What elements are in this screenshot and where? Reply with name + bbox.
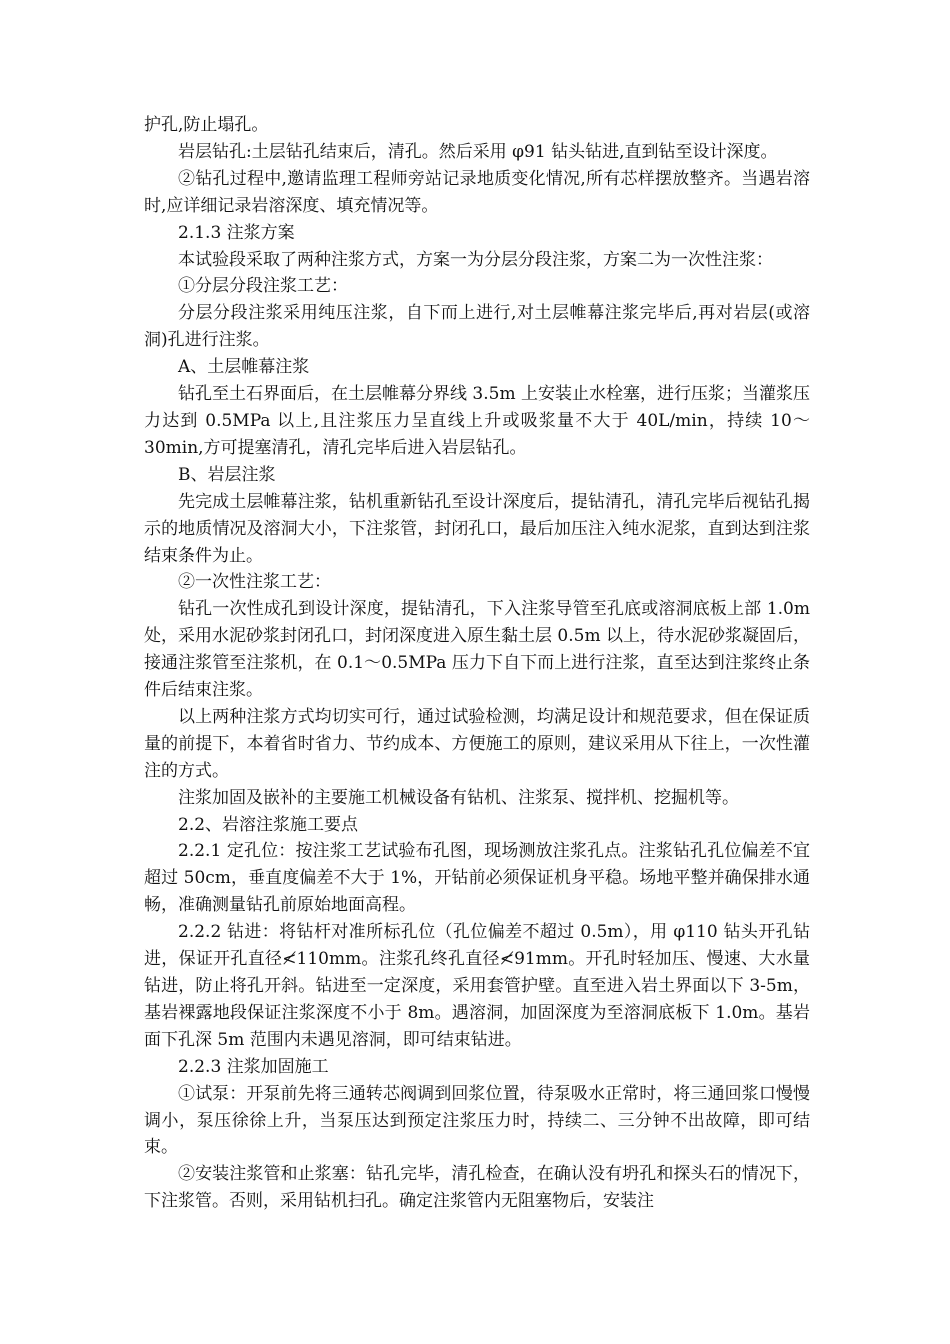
section-heading-2-2-3: 2.2.3 注浆加固施工 [178,1056,329,1077]
paragraph-pump-test: ①试泵：开泵前先将三通转芯阀调到回浆位置，待泵吸水正常时，将三通回浆口慢慢调小，泵压徐徐上升，当泵压达到预定注浆压力时，持续二、三分钟不出故障，即可结束。 [144,1083,810,1158]
section-heading-2-1-3: 2.1.3 注浆方案 [178,222,295,243]
subheading-soil-curtain: A、土层帷幕注浆 [178,357,310,378]
paragraph-recommendation: 以上两种注浆方式均切实可行，通过试验检测，均满足设计和规范要求，但在保证质量的前提下，本着省时省力、节约成本、方便施工的原则，建议采用从下往上，一次性灌注的方式。 [144,706,810,781]
paragraph-rock-drilling: 岩层钻孔:土层钻孔结束后，清孔。然后采用 φ91 钻头钻进,直到钻至设计深度。 [178,141,778,162]
paragraph-grouting-methods: 本试验段采取了两种注浆方式，方案一为分层分段注浆，方案二为一次性注浆： [178,249,773,270]
paragraph-one-time-grouting: 钻孔一次性成孔到设计深度，提钻清孔，下入注浆导管至孔底或溶洞底板上部 1.0m 处，采用水泥砂浆封闭孔口，封闭深度进入原生黏土层 0.5m 以上，待水泥砂浆凝固后，接通注浆管至注浆机，在 0.1～0.5MPa 压力下自下而上进行注浆，直至达到注浆终止条件后结束注浆。 [144,599,810,701]
paragraph-drilling-process: ②钻孔过程中,邀请监理工程师旁站记录地质变化情况,所有芯样摆放整齐。当遇岩溶时,应详细记录岩溶深度、填充情况等。 [144,168,810,216]
section-heading-2-2: 2.2、岩溶注浆施工要点 [178,814,359,835]
paragraph-equipment: 注浆加固及嵌补的主要施工机械设备有钻机、注浆泵、搅拌机、挖掘机等。 [178,787,739,808]
paragraph-soil-curtain: 钻孔至土石界面后，在土层帷幕分界线 3.5m 上安装止水栓塞，进行压浆；当灌浆压力达到 0.5MPa 以上,且注浆压力呈直线上升或吸浆量不大于 40L/min，持续 10～30min,方可提塞清孔，清孔完毕后进入岩层钻孔。 [144,384,810,458]
paragraph-2-2-2: 2.2.2 钻进：将钻杆对准所标孔位（孔位偏差不超过 0.5m），用 φ110 钻头开孔钻进，保证开孔直径≮110mm。注浆孔终孔直径≮91mm。开孔时轻加压、慢速、大水量钻进，防止将孔开斜。钻进至一定深度，采用套管护壁。直至进入岩土界面以下 3-5m，基岩裸露地段保证注浆深度不小于 8m。遇溶洞，加固深度为至溶洞底板下 1.0m。基岩面下孔深 5m 范围内未遇见溶洞，即可结束钻进。 [144,922,810,1050]
paragraph-install-pipe: ②安装注浆管和止浆塞：钻孔完毕，清孔检查，在确认没有坍孔和探头石的情况下，下注浆管。否则，采用钻机扫孔。确定注浆管内无阻塞物后，安装注 [144,1164,810,1212]
paragraph-layered-grouting: 分层分段注浆采用纯压注浆，自下而上进行,对土层帷幕注浆完毕后,再对岩层(或溶洞)孔进行注浆。 [144,303,810,351]
paragraph-1: 护孔,防止塌孔。 [144,115,269,135]
subheading-layered-grouting: ①分层分段注浆工艺： [178,276,348,297]
paragraph-2-2-1: 2.2.1 定孔位：按注浆工艺试验布孔图，现场测放注浆孔点。注浆钻孔孔位偏差不宜超过 50cm，垂直度偏差不大于 1%，开钻前必须保证机身平稳。场地平整并确保排水通畅，准确测量钻孔前原始地面高程。 [144,841,810,916]
subheading-rock-grouting: B、岩层注浆 [178,464,276,485]
subheading-one-time-grouting: ②一次性注浆工艺： [178,572,331,593]
paragraph-rock-grouting: 先完成土层帷幕注浆，钻机重新钻孔至设计深度后，提钻清孔，清孔完毕后视钻孔揭示的地质情况及溶洞大小，下注浆管，封闭孔口，最后加压注入纯水泥浆，直到达到注浆结束条件为止。 [144,491,810,566]
